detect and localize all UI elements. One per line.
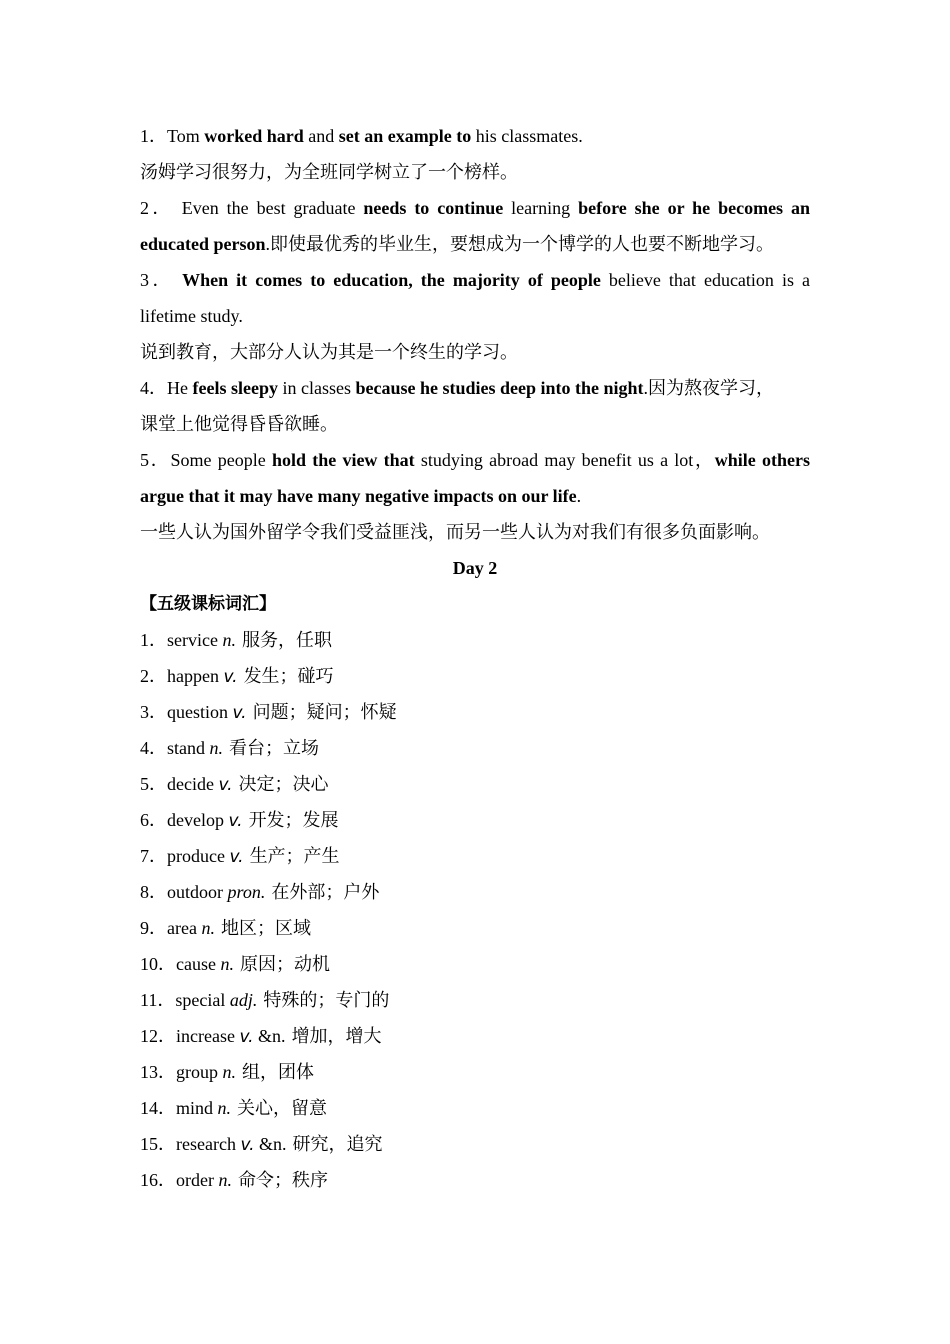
vocab-word: question [167, 702, 228, 722]
vocab-meaning: 地区；区域 [220, 918, 311, 938]
sentence-3-line-2 [140, 298, 810, 334]
sentence-text: his classmates. [471, 126, 583, 146]
vocab-number: 5． [140, 774, 167, 794]
vocab-meaning: 问题；疑问；怀疑 [252, 702, 397, 722]
sentence-text: .因为熬夜学习， [643, 378, 774, 398]
vocab-meaning: 命令；秩序 [237, 1170, 328, 1190]
sentence-key-phrase: argue that it may have many negative impacts on our life [140, 486, 577, 506]
vocab-part-of-speech: v. [218, 775, 233, 795]
vocab-item [140, 622, 810, 658]
vocab-number: 9． [140, 918, 167, 938]
vocab-part-of-speech: v. [229, 847, 244, 867]
section-heading: 【五级课标词汇】 [140, 594, 276, 614]
sentence-text: Tom [167, 126, 205, 146]
vocab-part-of-speech: n. [218, 1170, 232, 1190]
vocab-number: 15． [140, 1134, 176, 1154]
sentence-text: .即使最优秀的毕业生，要想成为一个博学的人也要不断地学习。 [265, 234, 774, 254]
vocab-part-of-speech: n. [222, 630, 236, 650]
vocab-word: group [176, 1062, 218, 1082]
sentence-1 [140, 118, 810, 154]
sentence-number: 5． [140, 450, 171, 470]
vocab-part-of-speech: n. [201, 918, 215, 938]
sentence-number: 1． [140, 126, 167, 146]
vocab-item [140, 658, 810, 694]
vocab-item [140, 1162, 810, 1198]
vocab-part-of-speech-secondary: &n. [259, 1134, 287, 1154]
sentence-3-line-1 [140, 262, 810, 298]
vocab-meaning: 生产；产生 [249, 846, 340, 866]
sentence-text: and [303, 126, 339, 146]
vocab-word: decide [167, 774, 214, 794]
vocab-meaning: 研究，追究 [292, 1134, 383, 1154]
sentence-2-line-1 [140, 190, 810, 226]
vocab-item [140, 766, 810, 802]
vocab-part-of-speech: v. [223, 667, 238, 687]
sentence-key-phrase: needs to continue [363, 198, 504, 218]
vocab-part-of-speech: n. [222, 1062, 236, 1082]
sentence-text: learning [503, 198, 579, 218]
vocab-part-of-speech: v. [232, 703, 247, 723]
vocab-word: increase [176, 1026, 235, 1046]
vocab-item [140, 802, 810, 838]
vocab-word: happen [167, 666, 219, 686]
vocab-number: 13． [140, 1062, 176, 1082]
vocab-number: 10． [140, 954, 176, 974]
vocab-word: stand [167, 738, 205, 758]
sentence-key-phrase: educated person [140, 234, 266, 254]
vocab-item [140, 874, 810, 910]
vocab-number: 14． [140, 1098, 176, 1118]
sentence-5-line-2 [140, 478, 810, 514]
vocab-item [140, 946, 810, 982]
vocab-word: develop [167, 810, 224, 830]
vocab-part-of-speech-secondary: &n. [258, 1026, 286, 1046]
vocab-word: special [175, 990, 226, 1010]
vocab-number: 7． [140, 846, 167, 866]
vocab-word: research [176, 1134, 236, 1154]
sentence-key-phrase: hold the view that [271, 450, 415, 470]
vocab-part-of-speech: v. [240, 1135, 255, 1155]
vocab-word: mind [176, 1098, 214, 1118]
vocab-meaning: 服务，任职 [241, 630, 332, 650]
vocab-number: 4． [140, 738, 167, 758]
sentence-key-phrase: before she or he becomes an [578, 198, 810, 218]
document-page [140, 118, 810, 1198]
sentence-text: lifetime study. [140, 306, 243, 326]
sentence-text: Even the best graduate [181, 198, 364, 218]
sentence-text: He [167, 378, 193, 398]
vocab-meaning: 看台；立场 [229, 738, 319, 758]
vocab-meaning: 特殊的；专门的 [263, 990, 390, 1010]
vocab-number: 12． [140, 1026, 176, 1046]
vocab-item [140, 730, 810, 766]
sentence-5-translation: 一些人认为国外留学令我们受益匪浅，而另一些人认为对我们有很多负面影响。 [140, 522, 770, 542]
vocab-word: outdoor [167, 882, 223, 902]
vocab-meaning: 在外部；户外 [271, 882, 380, 902]
vocab-number: 1． [140, 630, 167, 650]
vocab-number: 2． [140, 666, 167, 686]
vocab-part-of-speech: pron. [227, 882, 266, 902]
vocab-number: 16． [140, 1170, 176, 1190]
sentence-text: 课堂上他觉得昏昏欲睡。 [140, 414, 338, 434]
sentence-text: Some people [170, 450, 272, 470]
vocab-word: produce [167, 846, 225, 866]
vocab-item [140, 1054, 810, 1090]
vocab-word: service [167, 630, 218, 650]
vocab-word: order [176, 1170, 214, 1190]
sentence-text: in classes [277, 378, 356, 398]
sentence-text: studying abroad may benefit us a lot， [414, 450, 715, 470]
vocab-part-of-speech: v. [228, 811, 243, 831]
vocab-word: cause [176, 954, 216, 974]
vocab-number: 8． [140, 882, 167, 902]
vocab-meaning: 关心，留意 [237, 1098, 328, 1118]
vocab-item [140, 910, 810, 946]
vocab-part-of-speech: v. [239, 1027, 254, 1047]
sentence-key-phrase: while others [714, 450, 811, 470]
vocab-meaning: 发生；碰巧 [243, 666, 334, 686]
day-title: Day 2 [452, 558, 498, 578]
sentence-key-phrase: worked hard [204, 126, 304, 146]
sentence-text: believe that education is a [600, 270, 810, 290]
vocab-meaning: 开发；发展 [248, 810, 339, 830]
vocab-part-of-speech: adj. [229, 990, 258, 1010]
vocab-meaning: 原因；动机 [239, 954, 330, 974]
sentence-number: 4． [140, 378, 167, 398]
sentence-4-line-1 [140, 370, 810, 406]
vocab-list [140, 622, 810, 1198]
vocab-number: 11． [140, 990, 176, 1010]
vocab-meaning: 决定；决心 [238, 774, 329, 794]
vocab-item [140, 1126, 810, 1162]
sentence-number: 2． [140, 198, 174, 218]
vocab-item [140, 694, 810, 730]
sentence-number: 3． [140, 270, 175, 290]
vocab-meaning: 组，团体 [242, 1062, 314, 1082]
vocab-part-of-speech: n. [217, 1098, 232, 1118]
sentence-key-phrase: set an example to [338, 126, 472, 146]
vocab-part-of-speech: n. [209, 738, 223, 758]
sentence-5-line-1 [140, 442, 810, 478]
sentence-text: . [576, 486, 582, 506]
vocab-number: 6． [140, 810, 167, 830]
vocab-item [140, 1090, 810, 1126]
vocab-item [140, 982, 810, 1018]
vocab-item [140, 838, 810, 874]
vocab-item [140, 1018, 810, 1054]
sentence-4-line-2 [140, 406, 810, 442]
sentence-2-line-2 [140, 226, 810, 262]
sentence-key-phrase: because he studies deep into the night [355, 378, 644, 398]
vocab-meaning: 增加，增大 [291, 1026, 382, 1046]
vocab-word: area [167, 918, 197, 938]
sentence-3-translation: 说到教育，大部分人认为其是一个终生的学习。 [140, 342, 518, 362]
sentence-key-phrase: When it comes to education, the majority of people [182, 270, 601, 290]
sentence-key-phrase: feels sleepy [192, 378, 278, 398]
vocab-number: 3． [140, 702, 167, 722]
vocab-part-of-speech: n. [220, 954, 234, 974]
sentence-1-translation: 汤姆学习很努力，为全班同学树立了一个榜样。 [140, 162, 518, 182]
